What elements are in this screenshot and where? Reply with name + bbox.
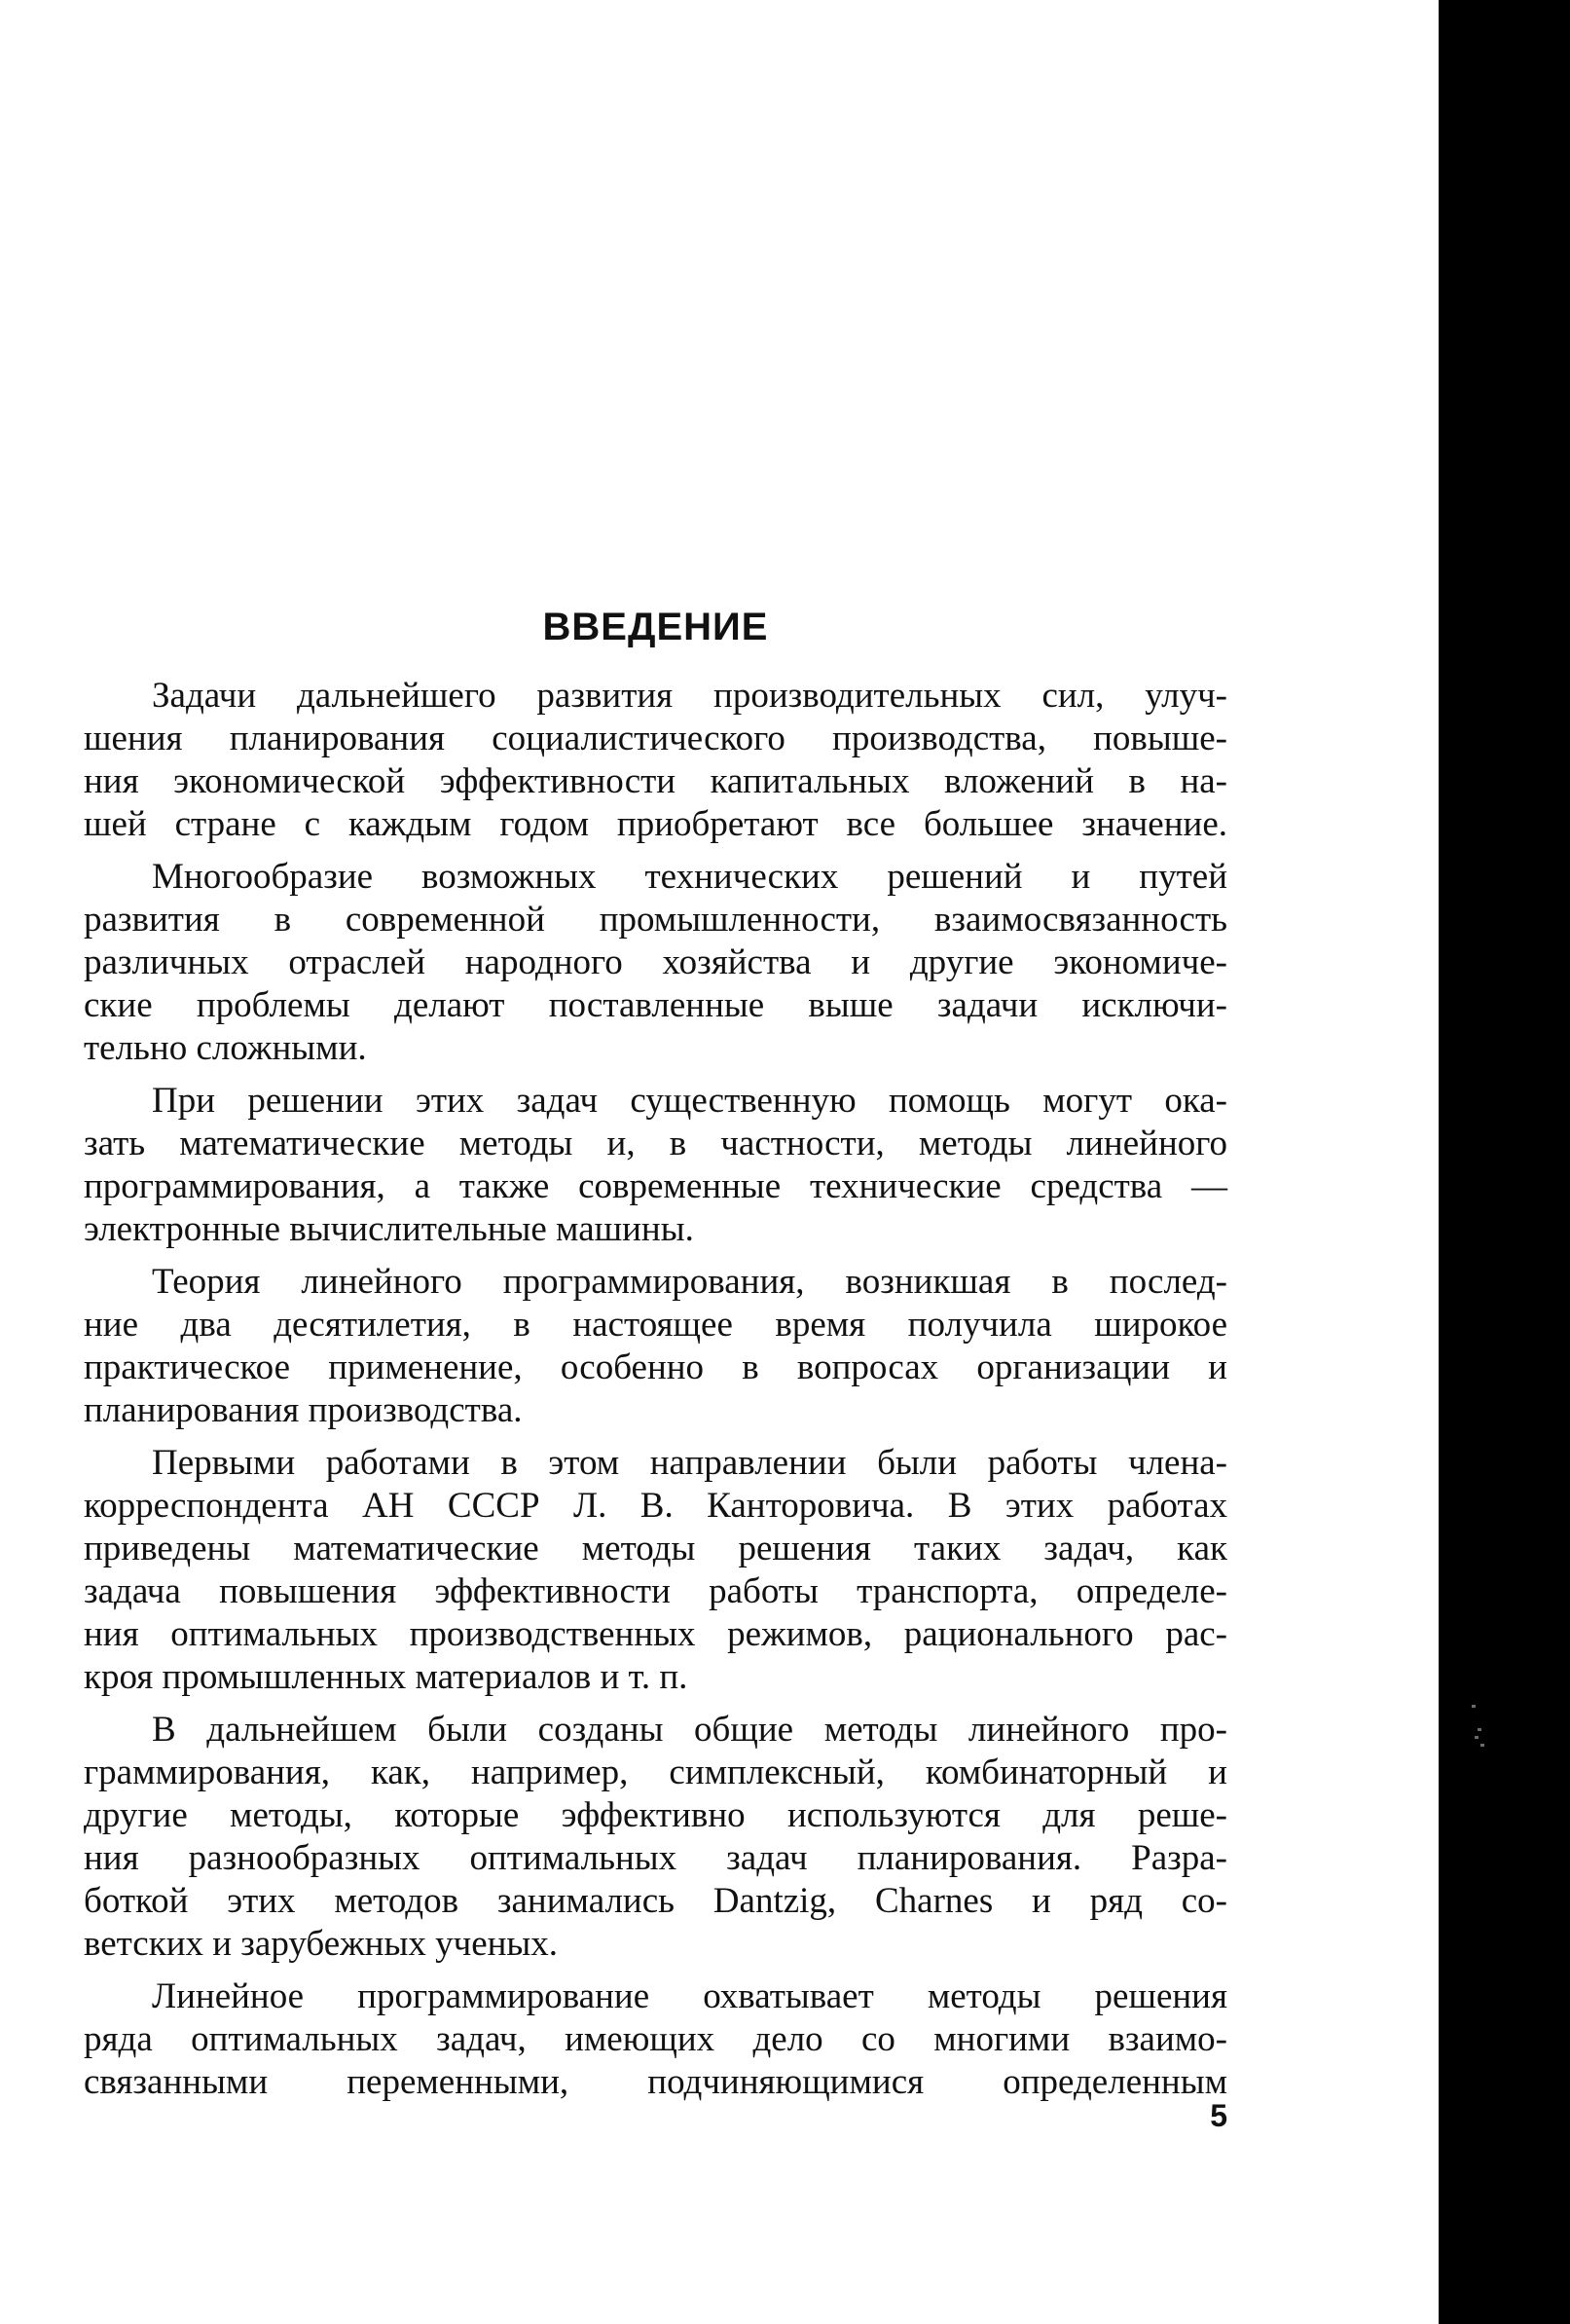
- text-line: ряда оптимальных задач, имеющих дело со многими взаимо-: [84, 2019, 1227, 2059]
- text-line: Первыми работами в этом направлении были работы члена-: [152, 1443, 1227, 1483]
- text-line: программирования, а также современные технические средства —: [84, 1166, 1227, 1206]
- text-line: ские проблемы делают поставленные выше задачи исключи-: [84, 985, 1227, 1025]
- page-number: 5: [1210, 2098, 1227, 2133]
- text-line: электронные вычислительные машины.: [84, 1209, 694, 1249]
- scan-speck: [1478, 1728, 1481, 1731]
- paragraph: [84, 1709, 1227, 1966]
- text-line: шей стране с каждым годом приобретают все большее значение.: [84, 804, 1227, 844]
- text-line: ветских и зарубежных ученых.: [84, 1924, 559, 1964]
- text-line: приведены математические методы решения таких задач, как: [84, 1529, 1227, 1568]
- paragraph: [84, 1080, 1227, 1251]
- text-line: ния разнообразных оптимальных задач планирования. Разра-: [84, 1838, 1227, 1878]
- scan-noise: [1470, 1699, 1487, 1777]
- text-line: различных отраслей народного хозяйства и другие экономиче-: [84, 942, 1227, 982]
- text-line: шения планирования социалистического производства, повыше-: [84, 719, 1227, 758]
- scan-speck: [1475, 1736, 1479, 1739]
- text-line: Многообразие возможных технических решений и путей: [152, 857, 1227, 897]
- text-line: ния оптимальных производственных режимов, рационального рас-: [84, 1614, 1227, 1654]
- paragraph: [84, 1442, 1227, 1699]
- scan-speck: [1480, 1744, 1484, 1747]
- text-line: задача повышения эффективности работы транспорта, определе-: [84, 1571, 1227, 1611]
- text-line: В дальнейшем были созданы общие методы линейного про-: [152, 1710, 1227, 1750]
- paragraph: [84, 675, 1227, 846]
- text-line: Задачи дальнейшего развития производительных сил, улуч-: [152, 676, 1227, 716]
- text-line: Линейное программирование охватывает методы решения: [152, 1976, 1227, 2016]
- text-line: При решении этих задач существенную помощь могут ока-: [152, 1081, 1227, 1121]
- text-line: планирования производства.: [84, 1390, 523, 1430]
- paragraph: [84, 856, 1227, 1070]
- text-line: кроя промышленных материалов и т. п.: [84, 1657, 688, 1697]
- text-line: ние два десятилетия, в настоящее время получила широкое: [84, 1305, 1227, 1345]
- text-line: ния экономической эффективности капитальных вложений в на-: [84, 761, 1227, 801]
- text-line: Теория линейного программирования, возникшая в послед-: [152, 1262, 1227, 1302]
- paragraph: [84, 1975, 1227, 2104]
- text-line: зать математические методы и, в частности, методы линейного: [84, 1124, 1227, 1163]
- scan-speck: [1472, 1705, 1476, 1708]
- text-line: граммирования, как, например, симплексный, комбинаторный и: [84, 1752, 1227, 1792]
- chapter-heading: ВВЕДЕНИЕ: [542, 606, 769, 648]
- body-text: [84, 675, 1227, 2114]
- text-line: корреспондента АН СССР Л. В. Канторовича. В этих работах: [84, 1486, 1227, 1526]
- text-line: практическое применение, особенно в вопросах организации и: [84, 1347, 1227, 1387]
- text-line: тельно сложными.: [84, 1028, 367, 1068]
- text-line: связанными переменными, подчиняющимися определенным: [84, 2062, 1227, 2102]
- text-line: боткой этих методов занимались Dantzig, Charnes и ряд со-: [84, 1881, 1227, 1921]
- text-line: другие методы, которые эффективно используются для реше-: [84, 1795, 1227, 1835]
- text-line: развития в современной промышленности, взаимосвязанность: [84, 900, 1227, 940]
- paragraph: [84, 1261, 1227, 1432]
